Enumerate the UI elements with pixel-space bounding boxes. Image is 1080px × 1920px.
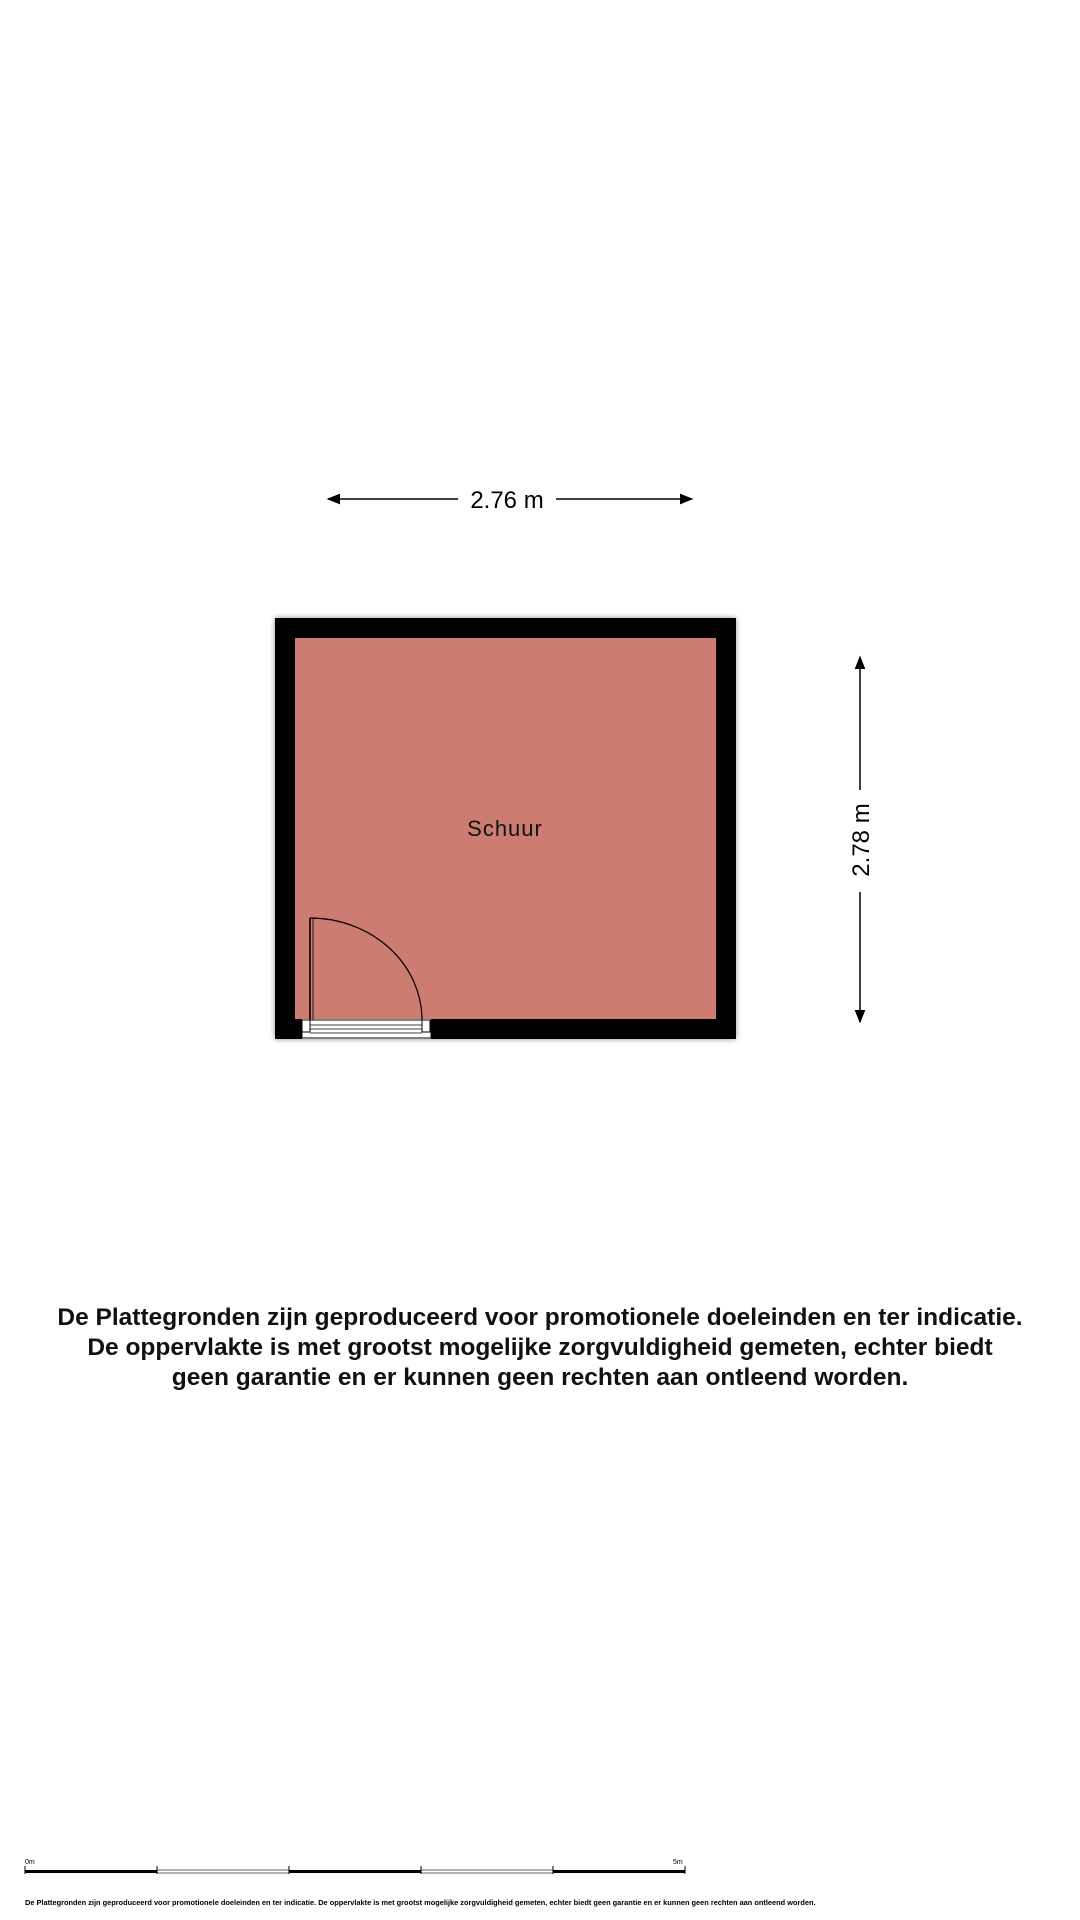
scale-segment-5 bbox=[553, 1870, 685, 1873]
door-jamb-left bbox=[302, 1020, 310, 1032]
scale-end-label: 5m bbox=[673, 1859, 683, 1866]
disclaimer-line-2: De oppervlakte is met grootst mogelijke zorgvuldigheid gemeten, echter biedt bbox=[87, 1334, 993, 1361]
footer-disclaimer: De Plattegronden zijn geproduceerd voor promotionele doeleinden en ter indicatie. De oppervlakte is met grootst mogelijke zorgvuldigheid gemeten, echter biedt geen garantie en er kunnen geen rechten aan ontleend worden. bbox=[25, 1898, 816, 1907]
disclaimer-line-3: geen garantie en er kunnen geen rechten aan ontleend worden. bbox=[171, 1364, 909, 1391]
scale-segment-1 bbox=[25, 1870, 157, 1873]
scale-segment-2 bbox=[157, 1870, 289, 1873]
disclaimer bbox=[0, 1303, 1080, 1393]
door-jamb-right bbox=[422, 1020, 430, 1032]
scale-bar bbox=[25, 1859, 685, 1874]
depth-dimension bbox=[848, 657, 875, 1022]
width-dimension bbox=[328, 487, 692, 514]
room-label: Schuur bbox=[467, 816, 543, 841]
depth-dimension-label: 2.78 m bbox=[848, 803, 875, 877]
scale-segment-4 bbox=[421, 1870, 553, 1873]
width-dimension-label: 2.76 m bbox=[470, 487, 544, 514]
room-schuur bbox=[275, 618, 736, 1039]
disclaimer-line-1: De Plattegronden zijn geproduceerd voor promotionele doeleinden en ter indicatie. bbox=[57, 1304, 1023, 1331]
scale-segment-3 bbox=[289, 1870, 421, 1873]
scale-start-label: 0m bbox=[25, 1859, 35, 1866]
